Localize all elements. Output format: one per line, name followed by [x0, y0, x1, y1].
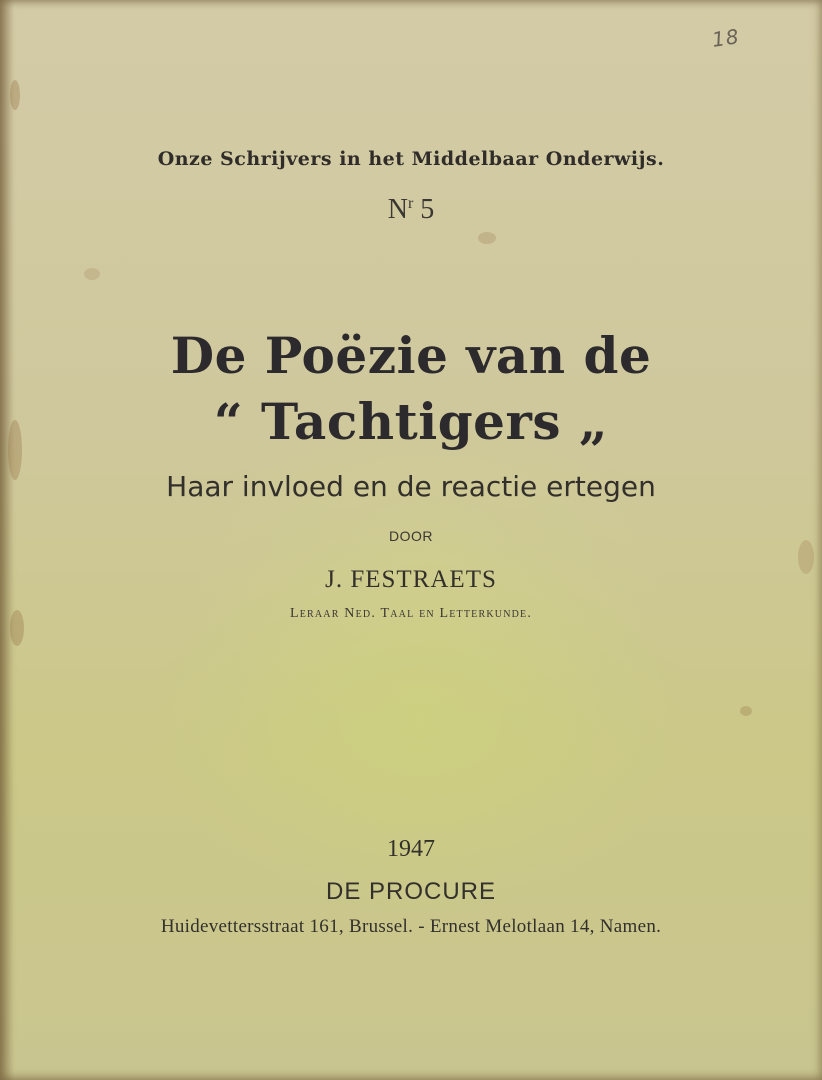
series-number: [0, 194, 822, 226]
author-role: Leraar Ned. Taal en Letterkunde.: [289, 606, 533, 621]
stain: [740, 706, 752, 716]
author-name: J. FESTRAETS: [325, 566, 497, 593]
series-title: Onze Schrijvers in het Middelbaar Onderwijs.: [157, 148, 665, 170]
number-superscript: r: [407, 195, 414, 212]
number-prefix: N: [387, 194, 408, 225]
publisher: DE PROCURE: [325, 878, 497, 905]
title-line-2: “ Tachtigers „: [213, 392, 609, 451]
stain: [84, 268, 100, 280]
by-label: DOOR: [389, 528, 433, 544]
number-value: 5: [420, 194, 435, 225]
stain: [478, 232, 496, 244]
publication-year: 1947: [387, 836, 435, 862]
publisher-address: Huidevettersstraat 161, Brussel. - Ernest Melotlaan 14, Namen.: [160, 916, 662, 937]
subtitle: Haar invloed en de reactie ertegen: [166, 470, 656, 503]
title-line-1: De Poëzie van de: [170, 326, 652, 385]
handwritten-mark: 18: [710, 24, 741, 52]
stain: [10, 80, 20, 110]
